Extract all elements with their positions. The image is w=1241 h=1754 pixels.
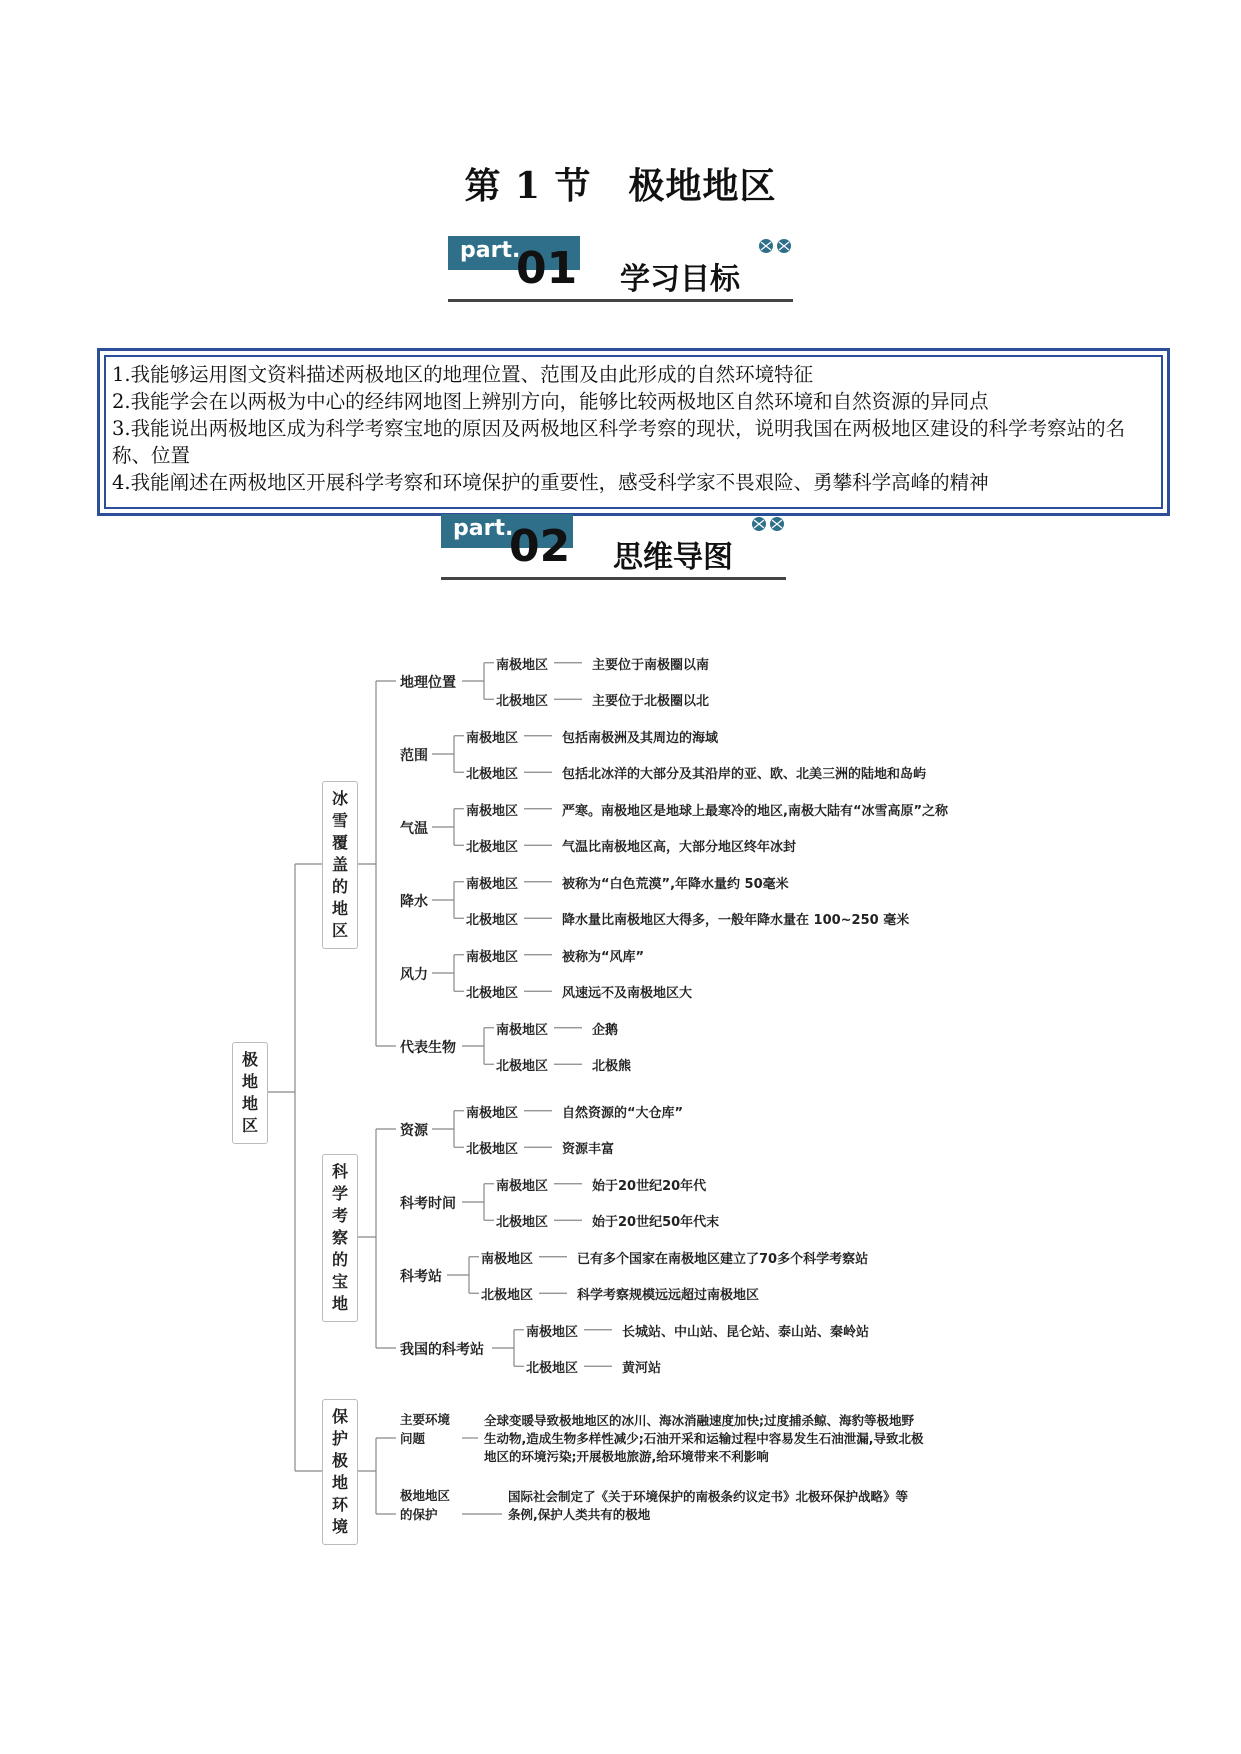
fact-text: 企鹅	[592, 1022, 619, 1038]
region-label: 北极地区	[526, 1361, 579, 1377]
vbox-char: 地	[241, 1072, 258, 1091]
fact-text: 自然资源的“大仓库”	[562, 1105, 684, 1121]
branch-label: 极地地区的保护	[400, 1488, 451, 1522]
vbox-char: 极	[331, 1451, 348, 1470]
region-label: 南极地区	[466, 876, 519, 892]
region-label: 北极地区	[466, 767, 519, 783]
fact-text: 严寒。南极地区是地球上最寒冷的地区,南极大陆有“冰雪高原”之称	[562, 803, 949, 819]
region-label: 北极地区	[466, 1142, 519, 1158]
fact-text: 长城站、中山站、昆仑站、泰山站、秦岭站	[622, 1324, 870, 1340]
vbox-char: 地	[331, 1294, 348, 1313]
banner-part-label: part.	[460, 238, 521, 263]
paragraph-text: 全球变暖导致极地地区的冰川、海冰消融速度加快;过度捕杀鲸、海豹等极地野生动物,造成生物多样性减少;石油开采和运输过程中容易发生石油泄漏,导致北极地区的环境污染;开展极地旅游,给环境带来不利影响	[484, 1413, 924, 1464]
vbox-char: 极	[241, 1050, 258, 1069]
group-node	[322, 1154, 358, 1322]
vbox-char: 冰	[331, 789, 348, 808]
fact-text: 黄河站	[622, 1361, 662, 1377]
group-node	[322, 781, 358, 949]
page-title: 第 1 节 极地地区	[464, 165, 777, 207]
region-label: 南极地区	[496, 1178, 549, 1194]
vbox-char: 覆	[331, 833, 348, 852]
fact-text: 主要位于南极圈以南	[592, 657, 710, 673]
region-label: 南极地区	[526, 1324, 579, 1340]
fact-text: 已有多个国家在南极地区建立了70多个科学考察站	[577, 1251, 869, 1267]
vbox-char: 的	[331, 1250, 348, 1269]
vbox-char: 察	[331, 1228, 348, 1247]
region-label: 南极地区	[496, 657, 549, 673]
region-label: 北极地区	[496, 1215, 549, 1231]
vbox-char: 区	[241, 1116, 258, 1135]
region-label: 北极地区	[481, 1288, 534, 1304]
goal-item: 4.我能阐述在两极地区开展科学考察和环境保护的重要性，感受科学家不畏艰险、勇攀科学高峰的精神	[112, 471, 989, 494]
vbox-char: 雪	[331, 811, 348, 830]
region-label: 北极地区	[496, 694, 549, 710]
branch-label: 代表生物	[400, 1040, 456, 1056]
vbox-char: 地	[241, 1094, 258, 1113]
fact-text: 包括南极洲及其周边的海域	[562, 730, 719, 746]
branch-label: 地理位置	[400, 675, 456, 691]
branch-label: 降水	[400, 894, 428, 910]
banner-part-label: part.	[453, 516, 514, 541]
goal-item: 1.我能够运用图文资料描述两极地区的地理位置、范围及由此形成的自然环境特征	[112, 363, 814, 386]
fact-text: 被称为“风库”	[562, 949, 645, 965]
branch-label: 科考时间	[400, 1196, 456, 1212]
branch-label: 我国的科考站	[400, 1342, 484, 1358]
fact-text: 包括北冰洋的大部分及其沿岸的亚、欧、北美三洲的陆地和岛屿	[562, 767, 927, 783]
region-label: 南极地区	[466, 803, 519, 819]
vbox-char: 盖	[331, 855, 348, 874]
vbox-char: 地	[331, 899, 348, 918]
vbox-char: 的	[331, 877, 348, 896]
goal-item: 3.我能说出两极地区成为科学考察宝地的原因及两极地区科学考察的现状，说明我国在两极地区建设的科学考察站的名称、位置	[112, 417, 1126, 467]
fact-text: 北极熊	[592, 1059, 632, 1075]
fact-text: 始于20世纪50年代末	[592, 1215, 720, 1231]
vbox-char: 学	[331, 1184, 348, 1203]
region-label: 南极地区	[466, 949, 519, 965]
vbox-char: 考	[331, 1206, 348, 1225]
banner-title: 学习目标	[620, 262, 740, 297]
region-label: 北极地区	[466, 913, 519, 929]
goal-item: 2.我能学会在以两极为中心的经纬网地图上辨别方向，能够比较两极地区自然环境和自然资源的异同点	[112, 390, 989, 413]
group-node	[322, 1399, 358, 1545]
fact-text: 气温比南极地区高，大部分地区终年冰封	[562, 840, 797, 856]
region-label: 北极地区	[466, 840, 519, 856]
fact-text: 资源丰富	[562, 1142, 615, 1158]
vbox-char: 区	[331, 921, 348, 940]
branch-label: 范围	[400, 748, 428, 764]
vbox-char: 地	[331, 1473, 348, 1492]
vbox-char: 护	[331, 1429, 348, 1448]
region-label: 北极地区	[496, 1059, 549, 1075]
banner-title: 思维导图	[613, 540, 733, 575]
vbox-char: 科	[331, 1162, 348, 1181]
banner-number: 01	[516, 243, 578, 294]
region-label: 南极地区	[496, 1022, 549, 1038]
branch-label: 风力	[400, 967, 428, 983]
region-label: 南极地区	[466, 730, 519, 746]
branch-label: 科考站	[400, 1269, 442, 1285]
fact-text: 科学考察规模远远超过南极地区	[577, 1288, 760, 1304]
paragraph-text: 国际社会制定了《关于环境保护的南极条约议定书》北极环保护战略》等条例,保护人类共有的极地	[508, 1489, 909, 1522]
vbox-char: 环	[331, 1495, 348, 1514]
branch-label: 气温	[400, 821, 428, 837]
region-label: 北极地区	[466, 986, 519, 1002]
banner-number: 02	[509, 521, 571, 572]
fact-text: 降水量比南极地区大得多，一般年降水量在 100~250 毫米	[562, 913, 910, 929]
fact-text: 主要位于北极圈以北	[592, 694, 710, 710]
branch-label: 主要环境问题	[400, 1412, 451, 1446]
region-label: 南极地区	[466, 1105, 519, 1121]
fact-text: 被称为“白色荒漠”,年降水量约 50毫米	[562, 876, 789, 892]
vbox-char: 宝	[331, 1272, 348, 1291]
fact-text: 始于20世纪20年代	[592, 1178, 707, 1194]
region-label: 南极地区	[481, 1251, 534, 1267]
vbox-char: 境	[331, 1517, 348, 1536]
branch-label: 资源	[400, 1123, 428, 1139]
root-node	[232, 1042, 268, 1144]
fact-text: 风速远不及南极地区大	[562, 986, 693, 1002]
vbox-char: 保	[331, 1407, 348, 1426]
